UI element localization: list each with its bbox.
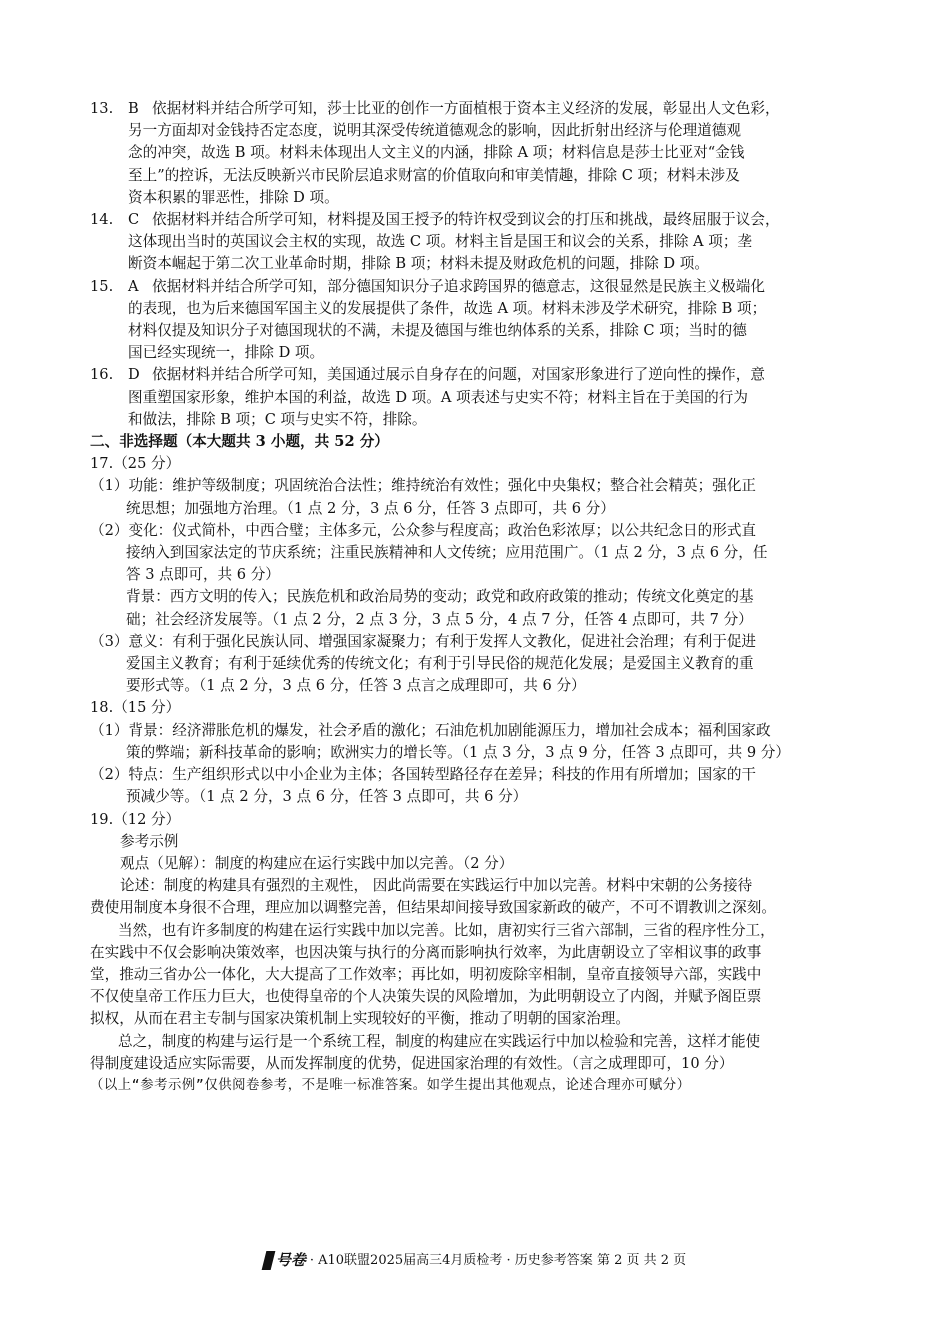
q17-part1-line: （1）功能：维护等级制度；巩固统治合法性；维持统治有效性；强化中央集权；整合社会精英；强化正 [90, 477, 757, 495]
question-13 [90, 98, 862, 209]
q16-number: 16. [90, 366, 114, 384]
q19-heading: 19.（12 分） [90, 810, 181, 828]
q17-part3-line: 要形式等。（1 点 2 分，3 点 6 分，任答 3 点言之成理即可，共 6 分） [126, 677, 586, 695]
q19-argument-line: 论述：制度的构建具有强烈的主观性， 因此尚需要在实践运行中加以完善。材料中宋朝的公务接待 [120, 877, 753, 895]
q15-line: 国已经实现统一，排除 D 项。 [128, 344, 325, 362]
q13-line: 依据材料并结合所学可知，莎士比亚的创作一方面植根于资本主义经济的发展，彰显出人文色彩， [152, 100, 780, 117]
q13-number: 13. [90, 100, 114, 117]
q16-line: 和做法，排除 B 项；C 项与史实不符，排除。 [128, 410, 427, 428]
footer-text: · A10联盟2025届高三4月质检考 · 历史参考答案 第 2 页 共 2 页 [309, 1252, 687, 1268]
q15-line: 的表现，也为后来德国军国主义的发展提供了条件，故选 A 项。材料未涉及学术研究，排除 B 项； [128, 299, 767, 317]
q19-paragraph-line: 在实践中不仅会影响决策效率，也因决策与执行的分离而影响执行效率，为此唐朝设立了宰相议事的政事 [90, 943, 762, 961]
logo-mark-icon [261, 1251, 275, 1270]
q13-line: 另一方面却对金钱持否定态度，说明其深受传统道德观念的影响，因此折射出经济与伦理道德观 [128, 122, 741, 140]
q17-part2-line: 答 3 点即可，共 6 分） [126, 566, 280, 584]
q17-part3-line: 爱国主义教育；有利于延续优秀的传统文化；有利于引导民俗的规范化发展；是爱国主义教育的重 [126, 655, 754, 673]
q19-conclusion-line: 总之，制度的构建与运行是一个系统工程，制度的构建应在实践运行中加以检验和完善，这样才能使 [118, 1032, 761, 1050]
question-17 [90, 453, 862, 697]
q13-line: 至上”的控诉，无法反映新兴市民阶层追求财富的价值取向和审美情趣，排除 C 项；材料未涉及 [128, 166, 740, 184]
q19-conclusion-line: 得制度建设适应实际需要，从而发挥制度的优势，促进国家治理的有效性。（言之成理即可，10 分） [90, 1054, 734, 1072]
q16-line: 图重塑国家形象，维护本国的利益，故选 D 项。A 项表述与史实不符；材料主旨在于美国的行为 [128, 388, 748, 406]
q18-heading: 18.（15 分） [90, 699, 181, 717]
q17-part2-background-line: 础；社会经济发展等。（1 点 2 分，2 点 3 分，3 点 5 分，4 点 7 分，任答 4 点即可，共 7 分） [126, 610, 753, 628]
q13-line: 资本积累的罪恶性，排除 D 项。 [128, 188, 339, 206]
answer-sheet [90, 98, 862, 1097]
q19-paragraph-line: 当然，也有许多制度的构建在运行实践中加以完善。比如，唐初实行三省六部制，三省的程序性分工， [118, 921, 775, 939]
q18-part1-line: 策的弊端；新科技革命的影响；欧洲实力的增长等。（1 点 3 分，3 点 9 分，任答 3 点即可，共 9 分） [126, 743, 790, 761]
q16-answer: D [128, 366, 140, 384]
q19-viewpoint: 观点（见解）：制度的构建应在运行实践中加以完善。（2 分） [120, 854, 514, 872]
question-15 [90, 276, 862, 365]
q14-line: 断资本崛起于第二次工业革命时期，排除 B 项；材料未提及财政危机的问题，排除 D 项。 [128, 255, 709, 273]
logo-text: 号卷 [275, 1251, 306, 1269]
q15-line: 依据材料并结合所学可知，部分德国知识分子追求跨国界的德意志，这很显然是民族主义极端化 [152, 277, 765, 295]
q17-part2-line: （2）变化：仪式简朴，中西合璧；主体多元，公众参与程度高；政治色彩浓厚；以公共纪念日的形式直 [90, 521, 757, 539]
q17-part1-line: 统思想；加强地方治理。（1 点 2 分，3 点 6 分，任答 3 点即可，共 6 分） [126, 499, 615, 517]
section-heading: 二、非选择题（本大题共 3 小题，共 52 分） [90, 433, 389, 451]
q17-part2-background-line: 背景：西方文明的传入；民族危机和政治局势的变动；政党和政府政策的推动；传统文化奠定的基 [126, 588, 754, 606]
q14-line: 依据材料并结合所学可知，材料提及国王授予的特许权受到议会的打压和挑战，最终屈服于议会， [152, 211, 780, 229]
q18-part2-line: （2）特点：生产组织形式以中小企业为主体；各国转型路径存在差异；科技的作用有所增加；国家的干 [90, 766, 757, 784]
q17-heading: 17.（25 分） [90, 455, 181, 473]
q19-paragraph-line: 拟权，从而在君主专制与国家决策机制上实现较好的平衡，推动了明朝的国家治理。 [90, 1010, 630, 1028]
q19-paragraph-line: 堂，推动三省办公一体化，大大提高了工作效率；再比如，明初废除宰相制，皇帝直接领导六部，实践中 [90, 965, 762, 983]
q13-line: 念的冲突，故选 B 项。材料未体现出人文主义的内涵，排除 A 项；材料信息是莎士比亚对“金钱 [128, 144, 745, 162]
grading-note: （以上“参考示例”仅供阅卷参考，不是唯一标准答案。如学生提出其他观点，论述合理亦可赋分） [90, 1077, 691, 1093]
page-footer [0, 1250, 950, 1271]
q13-answer: B [128, 100, 139, 117]
q19-example-label: 参考示例 [120, 832, 179, 850]
q15-line: 材料仅提及知识分子对德国现状的不满，未提及德国与维也纳体系的关系，排除 C 项；当时的德 [128, 322, 747, 340]
q18-part2-line: 预减少等。（1 点 2 分，3 点 6 分，任答 3 点即可，共 6 分） [126, 788, 528, 806]
q16-line: 依据材料并结合所学可知，美国通过展示自身存在的问题，对国家形象进行了逆向性的操作，意 [152, 366, 765, 384]
question-16 [90, 364, 862, 431]
q17-part3-line: （3）意义：有利于强化民族认同、增强国家凝聚力；有利于发挥人文教化，促进社会治理；有利于促进 [90, 632, 757, 650]
question-14 [90, 209, 862, 276]
q19-paragraph-line: 不仅使皇帝工作压力巨大，也使得皇帝的个人决策失误的风险增加，为此明朝设立了内阁，并赋予阁臣票 [90, 988, 762, 1006]
q15-number: 15. [90, 277, 114, 295]
q17-part2-line: 接纳入到国家法定的节庆系统；注重民族精神和人文传统；应用范围广。（1 点 2 分，3 点 6 分，任 [126, 544, 768, 562]
q15-answer: A [128, 277, 139, 295]
q14-line: 这体现出当时的英国议会主权的实现，故选 C 项。材料主旨是国王和议会的关系，排除 A 项；垄 [128, 233, 753, 251]
question-18 [90, 697, 862, 808]
q19-argument-line: 费使用制度本身很不合理，理应加以调整完善，但结果却间接导致国家新政的破产，不可不谓教训之深刻。 [90, 899, 776, 917]
q14-number: 14. [90, 211, 114, 229]
q18-part1-line: （1）背景：经济滞胀危机的爆发，社会矛盾的激化；石油危机加剧能源压力，增加社会成本；福利国家政 [90, 721, 771, 739]
brand-logo [264, 1250, 306, 1271]
question-19 [90, 809, 862, 1098]
q14-answer: C [128, 211, 140, 229]
